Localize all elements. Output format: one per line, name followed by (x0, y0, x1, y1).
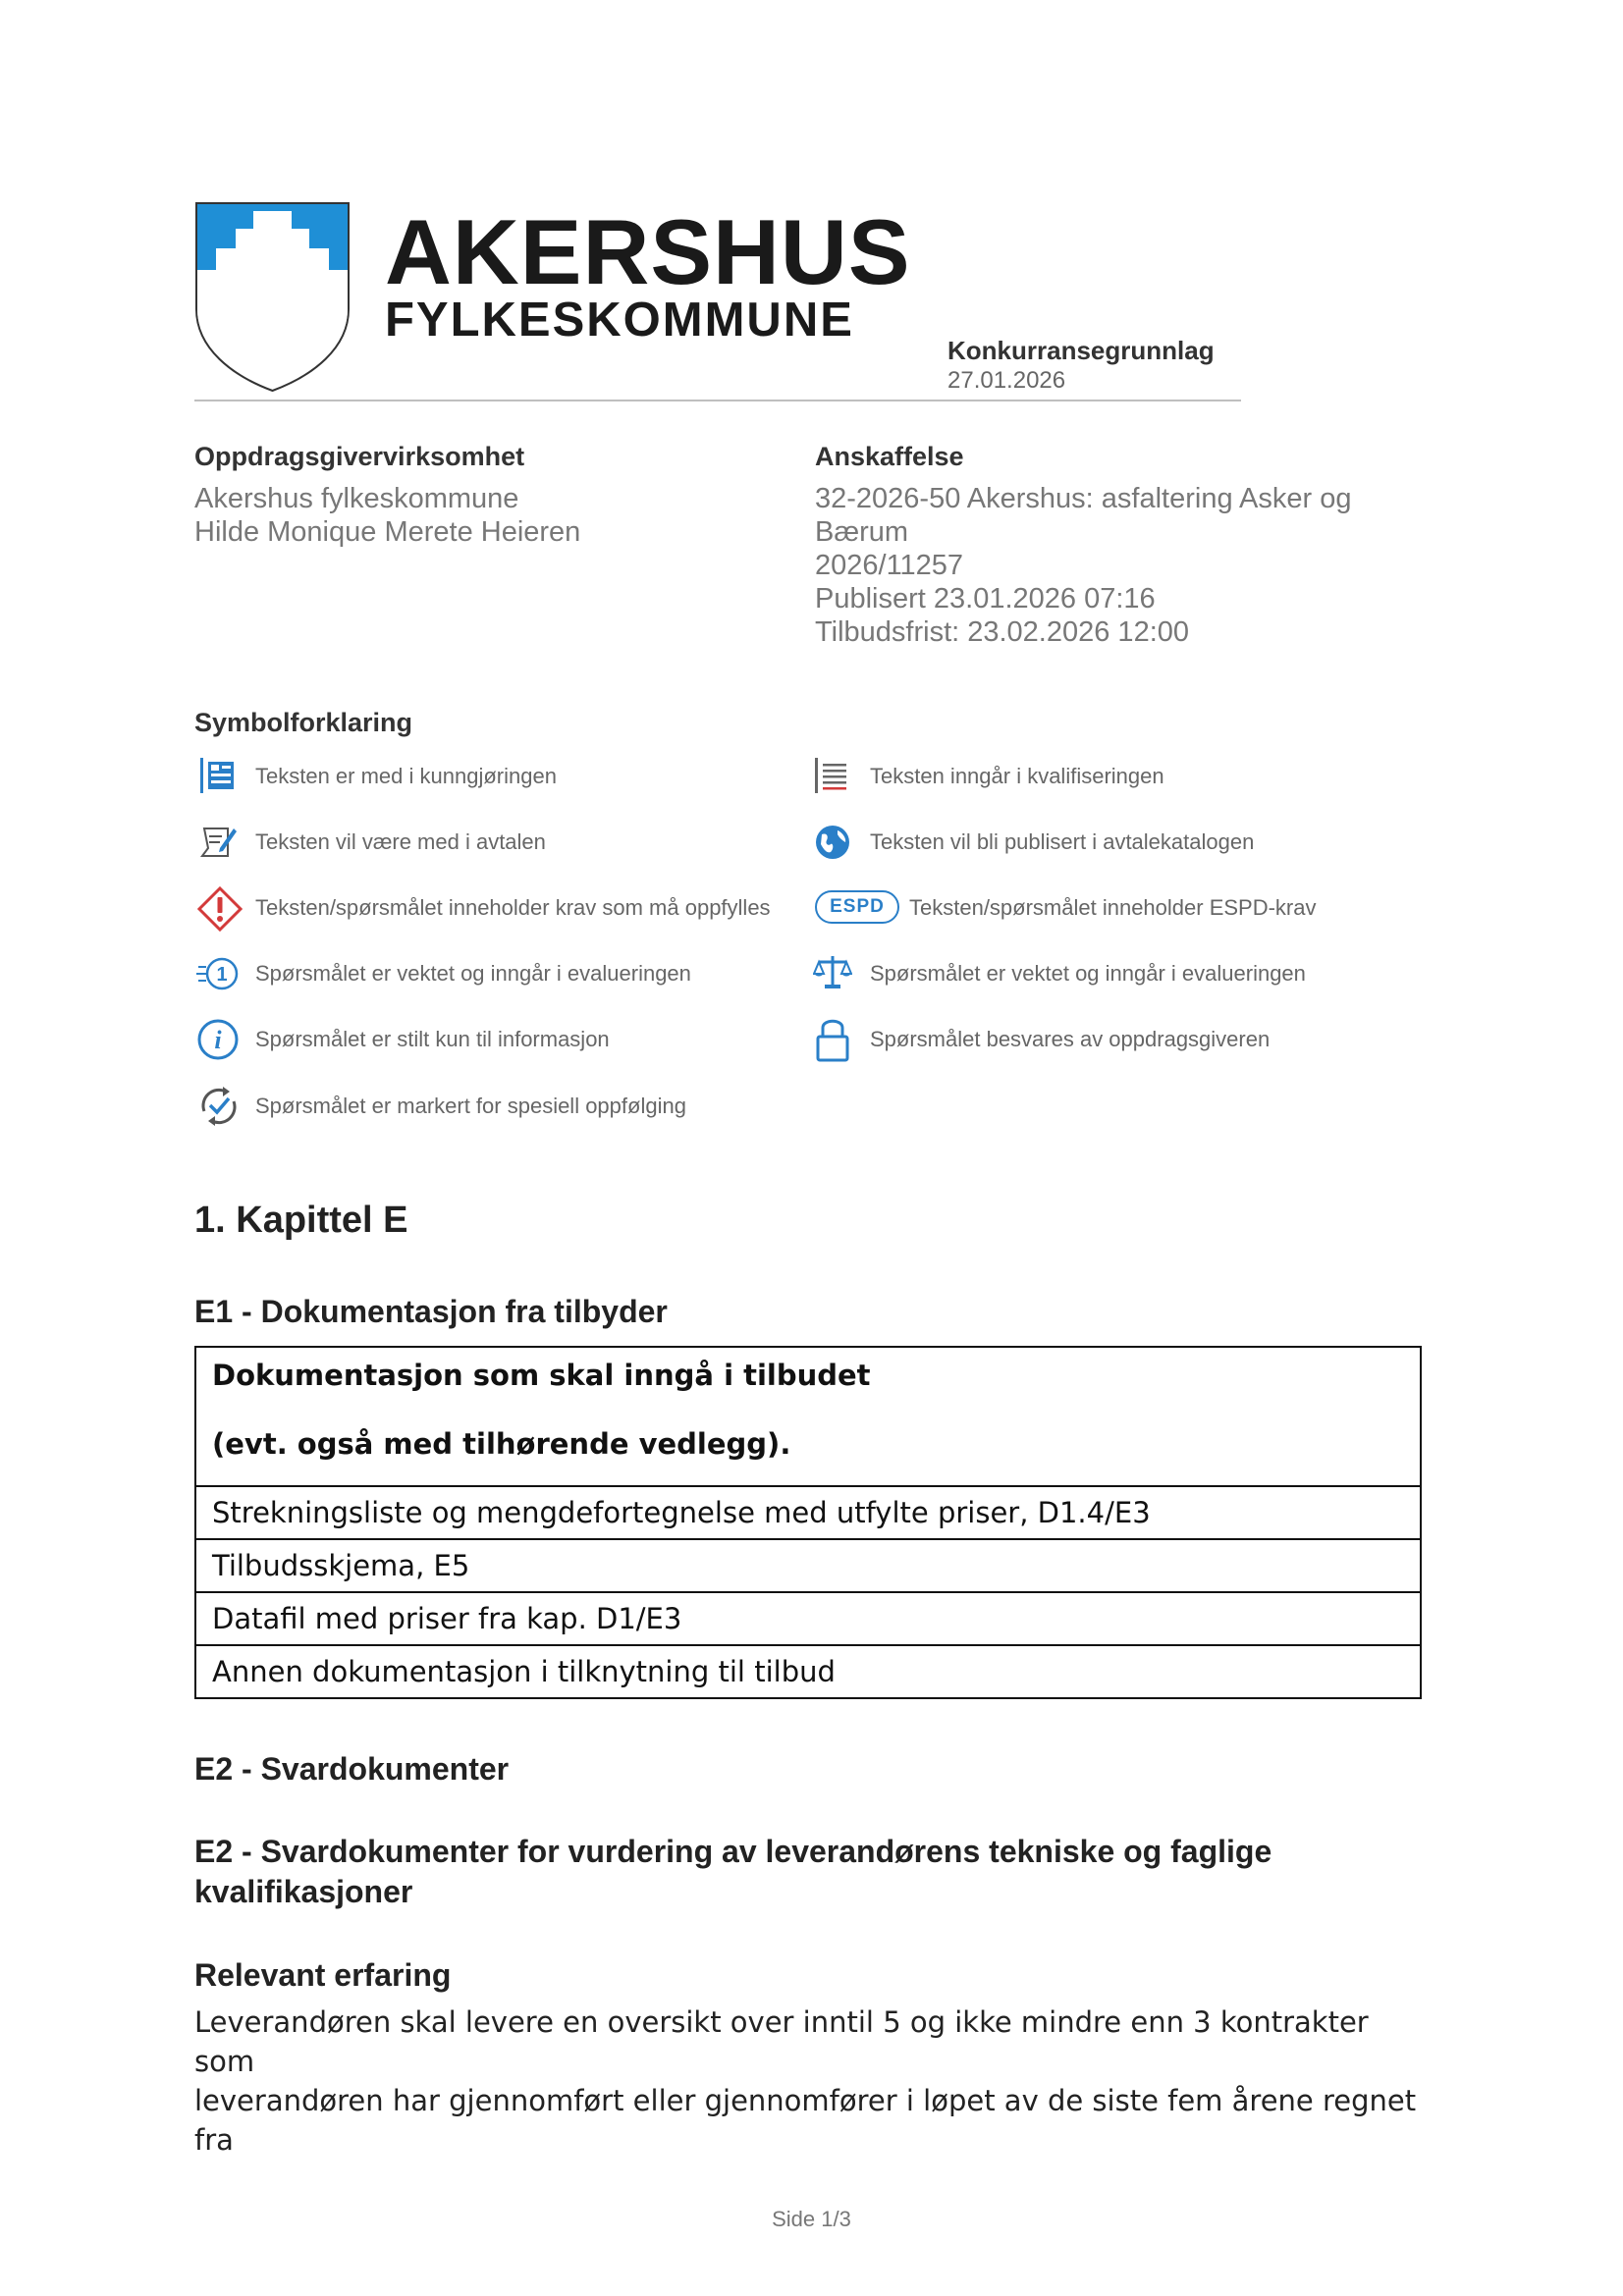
espd-badge-icon: ESPD (815, 890, 899, 924)
announcement-icon (198, 756, 238, 795)
client-heading: Oppdragsgivervirksomhet (194, 442, 525, 471)
county-coat-of-arms-logo (194, 201, 351, 393)
page-number: Side 1/3 (772, 2207, 851, 2231)
legend-text-contract: Teksten vil være med i avtalen (255, 829, 546, 854)
chapter-title: 1. Kapittel E (194, 1200, 408, 1241)
legend-text-weighted-scales: Spørsmålet er vektet og inngår i evalueringen (870, 961, 1306, 986)
procurement-case-number: 2026/11257 (815, 550, 964, 581)
legend-text-requirement: Teksten/spørsmålet inneholder krav som må oppfylles (255, 895, 771, 920)
table-cell: Tilbudsskjema, E5 (195, 1539, 1421, 1592)
brand-name-line2: FYLKESKOMMUNE (385, 294, 854, 347)
table-header-line1: Dokumentasjon som skal inngå i tilbudet (212, 1359, 871, 1392)
legend-text-follow-up: Spørsmålet er markert for spesiell oppfølging (255, 1094, 686, 1118)
table-row (195, 1592, 1421, 1645)
client-contact: Hilde Monique Merete Heieren (194, 516, 581, 548)
document-type: Konkurransegrunnlag (947, 336, 1215, 365)
procurement-published: Publisert 23.01.2026 07:16 (815, 583, 1156, 614)
table-cell: Strekningsliste og mengdefortegnelse med utfylte priser, D1.4/E3 (195, 1486, 1421, 1539)
documentation-table (194, 1346, 1422, 1699)
legend-text-espd: Teksten/spørsmålet inneholder ESPD-krav (909, 895, 1317, 920)
globe-icon (813, 823, 852, 862)
svg-text:i: i (214, 1026, 222, 1054)
table-cell: Annen dokumentasjon i tilknytning til tilbud (195, 1645, 1421, 1698)
table-header-cell (195, 1347, 1421, 1486)
svg-text:1: 1 (216, 964, 228, 986)
legend-text-qualification: Teksten inngår i kvalifiseringen (870, 764, 1164, 788)
table-row (195, 1645, 1421, 1698)
e2-subheading-line1: E2 - Svardokumenter for vurdering av leverandørens tekniske og faglige (194, 1834, 1272, 1869)
weighted-number-icon (196, 954, 240, 993)
header-divider (194, 400, 1241, 401)
procurement-title-line2: Bærum (815, 516, 909, 548)
info-icon (196, 1018, 240, 1061)
table-row (195, 1539, 1421, 1592)
contract-pen-icon (198, 823, 238, 862)
procurement-deadline: Tilbudsfrist: 23.02.2026 12:00 (815, 616, 1190, 648)
legend-text-weighted-number: Spørsmålet er vektet og inngår i evalueringen (255, 961, 691, 986)
e2-subheading-line2: kvalifikasjoner (194, 1874, 413, 1909)
procurement-heading: Anskaffelse (815, 442, 964, 471)
experience-text-line2: leverandøren har gjennomført eller gjennomfører i løpet av de siste fem årene regnet fra (194, 2084, 1417, 2157)
client-org: Akershus fylkeskommune (194, 483, 519, 514)
follow-up-check-icon (196, 1084, 242, 1129)
scales-icon (813, 952, 852, 991)
e2-heading: E2 - Svardokumenter (194, 1751, 510, 1787)
legend-text-announcement: Teksten er med i kunngjøringen (255, 764, 557, 788)
table-row (195, 1486, 1421, 1539)
warning-diamond-icon (196, 885, 243, 933)
document-date: 27.01.2026 (947, 367, 1066, 394)
legend-text-catalogue: Teksten vil bli publisert i avtalekatalogen (870, 829, 1255, 854)
table-header-line2: (evt. også med tilhørende vedlegg). (212, 1427, 791, 1461)
lock-icon (815, 1015, 850, 1062)
legend-text-lock: Spørsmålet besvares av oppdragsgiveren (870, 1027, 1271, 1051)
legend-text-info: Spørsmålet er stilt kun til informasjon (255, 1027, 610, 1051)
procurement-title-line1: 32-2026-50 Akershus: asfaltering Asker og (815, 483, 1352, 514)
legend-heading: Symbolforklaring (194, 708, 413, 737)
table-cell: Datafil med priser fra kap. D1/E3 (195, 1592, 1421, 1645)
qualification-list-icon (813, 756, 852, 795)
experience-text-line1: Leverandøren skal levere en oversikt over inntil 5 og ikke mindre enn 3 kontrakter som (194, 2005, 1369, 2078)
experience-heading: Relevant erfaring (194, 1957, 452, 1993)
experience-text (194, 2002, 1432, 2160)
e1-heading: E1 - Dokumentasjon fra tilbyder (194, 1294, 668, 1329)
brand-name-line1: AKERSHUS (385, 200, 911, 303)
table-header-row (195, 1347, 1421, 1486)
